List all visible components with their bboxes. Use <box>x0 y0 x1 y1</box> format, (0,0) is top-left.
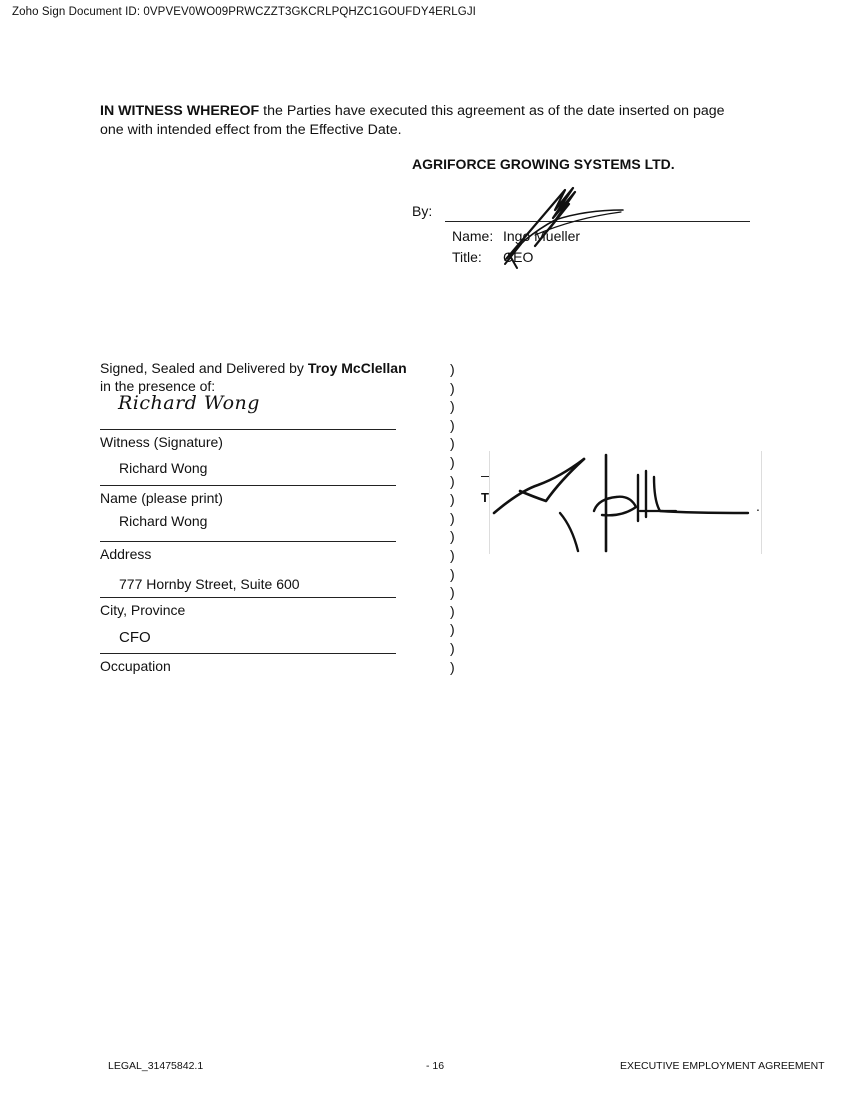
company-signature <box>495 180 635 270</box>
employee-signature-label-fragment: T <box>481 490 489 505</box>
paren: ) <box>450 658 455 675</box>
witness-name-line <box>100 485 396 486</box>
witness-address-label: Address <box>100 546 152 562</box>
footer-document-title: EXECUTIVE EMPLOYMENT AGREEMENT <box>620 1060 825 1072</box>
witness-address-value: Richard Wong <box>119 513 208 529</box>
presence-text: in the presence of: <box>100 378 216 394</box>
witness-name-value: Richard Wong <box>119 460 208 476</box>
paren: ) <box>450 602 455 619</box>
paren: ) <box>450 453 455 470</box>
paren: ) <box>450 621 455 638</box>
witness-clause-text: the Parties have executed this agreement as of the date inserted on page one with intended effect from the Effective Date. <box>100 103 725 138</box>
by-label: By: <box>412 203 433 219</box>
paren: ) <box>450 639 455 656</box>
paren: ) <box>450 435 455 452</box>
paren: ) <box>450 398 455 415</box>
signed-sealed-line <box>100 360 407 376</box>
paren: ) <box>450 546 455 563</box>
witness-signature-label: Witness (Signature) <box>100 434 223 450</box>
employee-signature-line-fragment <box>481 476 489 477</box>
employee-name: Troy McClellan <box>307 360 407 376</box>
company-signatory-name: Ingo Mueller <box>503 228 581 244</box>
paren: ) <box>450 491 455 508</box>
witness-name-label: Name (please print) <box>100 490 223 506</box>
paren: ) <box>450 416 455 433</box>
witness-clause <box>100 102 750 140</box>
paren: ) <box>450 472 455 489</box>
witness-signature <box>118 392 260 414</box>
company-signatory-title: CEO <box>503 249 534 265</box>
company-name-label: Name: <box>452 228 494 244</box>
witness-occupation-label: Occupation <box>100 658 171 674</box>
employee-signature <box>490 451 761 554</box>
witness-city-label: City, Province <box>100 602 186 618</box>
footer-doc-code: LEGAL_31475842.1 <box>108 1060 204 1072</box>
witness-signature-text: Richard Wong <box>118 392 260 414</box>
paren: ) <box>450 379 455 396</box>
company-name: AGRIFORCE GROWING SYSTEMS LTD. <box>412 156 675 172</box>
witness-occupation-line <box>100 653 396 654</box>
witness-city-value: 777 Hornby Street, Suite 600 <box>119 576 300 592</box>
witness-address-line <box>100 541 396 542</box>
paren: ) <box>450 528 455 545</box>
witness-signature-line <box>100 429 396 430</box>
witness-clause-bold: IN WITNESS WHEREOF <box>100 103 260 119</box>
signature-trailing-dot: . <box>756 498 760 514</box>
signed-prefix: Signed, Sealed and Delivered by <box>100 360 308 376</box>
footer-page-number: - 16 <box>426 1060 445 1072</box>
parenthesis-column <box>450 360 455 676</box>
employee-signature-box <box>489 451 762 554</box>
paren: ) <box>450 565 455 582</box>
paren: ) <box>450 361 455 377</box>
witness-occupation-value: CFO <box>119 629 151 646</box>
paren: ) <box>450 584 455 601</box>
paren: ) <box>450 509 455 526</box>
witness-city-line <box>100 597 396 598</box>
company-title-label: Title: <box>452 249 482 265</box>
document-id: Zoho Sign Document ID: 0VPVEV0WO09PRWCZZT3GKCRLPQHZC1GOUFDY4ERLGJI <box>12 6 476 18</box>
